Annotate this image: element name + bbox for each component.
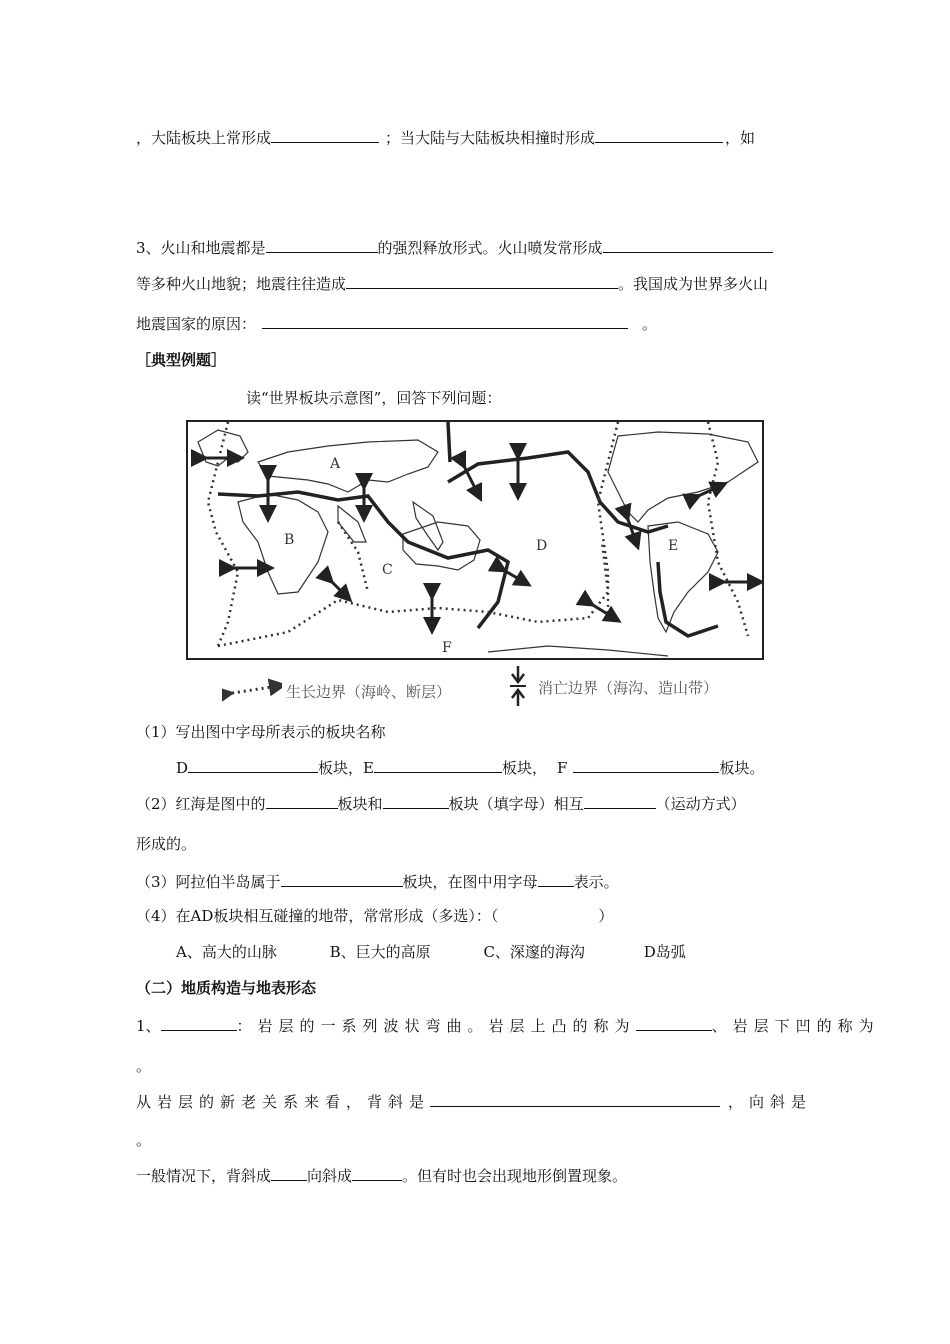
- option-c[interactable]: C、深邃的海沟: [483, 943, 585, 961]
- text: 板块，E: [318, 759, 374, 777]
- answer-blank[interactable]: [603, 238, 773, 253]
- text: 地震国家的原因：: [136, 315, 257, 333]
- plate-label-f: F: [442, 640, 452, 656]
- section-2-heading: （二）地质构造与地表形态: [136, 979, 317, 997]
- answer-blank[interactable]: [271, 128, 379, 143]
- choice-options: [176, 942, 686, 962]
- text: ；当大陆与大陆板块相撞时形成: [385, 129, 596, 147]
- text: 、岩层下凹的称为: [711, 1017, 880, 1035]
- section-example-heading: ［典型例题］: [136, 351, 227, 369]
- text: 向斜成: [307, 1167, 353, 1185]
- answer-blank[interactable]: [383, 794, 449, 809]
- legend-subduction-label: 消亡边界（海沟、造山带）: [538, 679, 719, 697]
- plate-label-d: D: [536, 538, 548, 554]
- world-plates-map: [186, 420, 764, 660]
- subduction-boundaries: [218, 422, 718, 636]
- question-p3: [136, 872, 619, 892]
- section-2-q2-end: 。: [136, 1131, 152, 1149]
- plate-label-b: B: [284, 532, 295, 548]
- section-2-q1: [136, 1016, 880, 1036]
- answer-blank[interactable]: [595, 128, 723, 143]
- question-p2-cont: 形成的。: [136, 835, 197, 853]
- answer-blank[interactable]: [266, 794, 338, 809]
- option-d[interactable]: D岛弧: [643, 943, 686, 961]
- text: 从岩层的新老关系来看，背斜是: [136, 1093, 431, 1111]
- answer-blank[interactable]: [262, 314, 628, 329]
- text: 等多种火山地貌；地震往往造成: [136, 275, 347, 293]
- map-legend: [222, 676, 762, 710]
- question-p4: [136, 906, 613, 926]
- answer-blank-e[interactable]: [374, 758, 502, 773]
- answer-blank[interactable]: [584, 794, 656, 809]
- section-2-q3: [136, 1166, 627, 1186]
- text: ，大陆板块上常形成: [136, 129, 272, 147]
- text: 。: [642, 315, 658, 333]
- question-p1: （1）写出图中字母所表示的板块名称: [136, 723, 386, 741]
- answer-blank[interactable]: [346, 274, 618, 289]
- text: 板块，: [501, 759, 547, 777]
- spreading-legend-icon: [222, 676, 282, 706]
- plate-label-a: A: [330, 456, 341, 472]
- answer-blank[interactable]: [636, 1016, 712, 1031]
- text: （3）阿拉伯半岛属于: [136, 873, 281, 891]
- answer-blank[interactable]: [430, 1092, 720, 1107]
- section-2-q1-end: 。: [136, 1057, 152, 1075]
- question-3-line-2: [136, 274, 768, 294]
- map-svg: [188, 422, 762, 658]
- text: F: [557, 759, 568, 777]
- text: （运动方式）: [655, 795, 746, 813]
- answer-blank[interactable]: [281, 872, 403, 887]
- answer-blank-d[interactable]: [188, 758, 318, 773]
- text: ，向斜是: [728, 1093, 813, 1111]
- question-p2: [136, 794, 746, 814]
- text: 。我国成为世界多火山: [618, 275, 769, 293]
- fill-line-1: [136, 128, 755, 148]
- text: ）: [598, 907, 614, 925]
- option-a[interactable]: A、高大的山脉: [176, 943, 277, 961]
- text: 板块。: [719, 759, 765, 777]
- map-intro: 读“世界板块示意图”，回答下列问题：: [246, 389, 502, 407]
- text: ：岩层的一系列波状弯曲。岩层上凸的称为: [236, 1017, 636, 1035]
- text: （4）在AD板块相互碰撞的地带，常常形成（多选）：（: [136, 907, 499, 925]
- text: 3、火山和地震都是: [136, 239, 266, 257]
- question-3-line-1: [136, 238, 773, 258]
- plate-label-e: E: [668, 538, 679, 554]
- option-b[interactable]: B、巨大的高原: [329, 943, 431, 961]
- answer-blank[interactable]: [271, 1166, 307, 1181]
- question-3-line-3: [136, 314, 657, 334]
- text: 板块（填字母）相互: [448, 795, 584, 813]
- answer-blank[interactable]: [538, 872, 574, 887]
- text: 。但有时也会出现地形倒置现象。: [402, 1167, 628, 1185]
- answer-blank[interactable]: [352, 1166, 402, 1181]
- plate-label-c: C: [382, 562, 393, 578]
- text: （2）红海是图中的: [136, 795, 266, 813]
- text: D: [176, 759, 189, 777]
- text: 表示。: [573, 873, 619, 891]
- text: 的强烈释放形式。火山喷发常形成: [377, 239, 603, 257]
- question-p1-answers: [176, 758, 764, 778]
- section-2-q2: [136, 1092, 812, 1112]
- answer-blank[interactable]: [266, 238, 378, 253]
- text: 板块，在图中用字母: [402, 873, 538, 891]
- text: 板块和: [337, 795, 383, 813]
- text: ，如: [725, 129, 756, 147]
- answer-blank-f[interactable]: [573, 758, 719, 773]
- answer-blank[interactable]: [161, 1016, 237, 1031]
- legend-spreading-label: 生长边界（海岭、断层）: [286, 683, 452, 701]
- text: 一般情况下，背斜成: [136, 1167, 272, 1185]
- subduction-legend-icon: [508, 666, 528, 706]
- text: 1、: [136, 1017, 161, 1035]
